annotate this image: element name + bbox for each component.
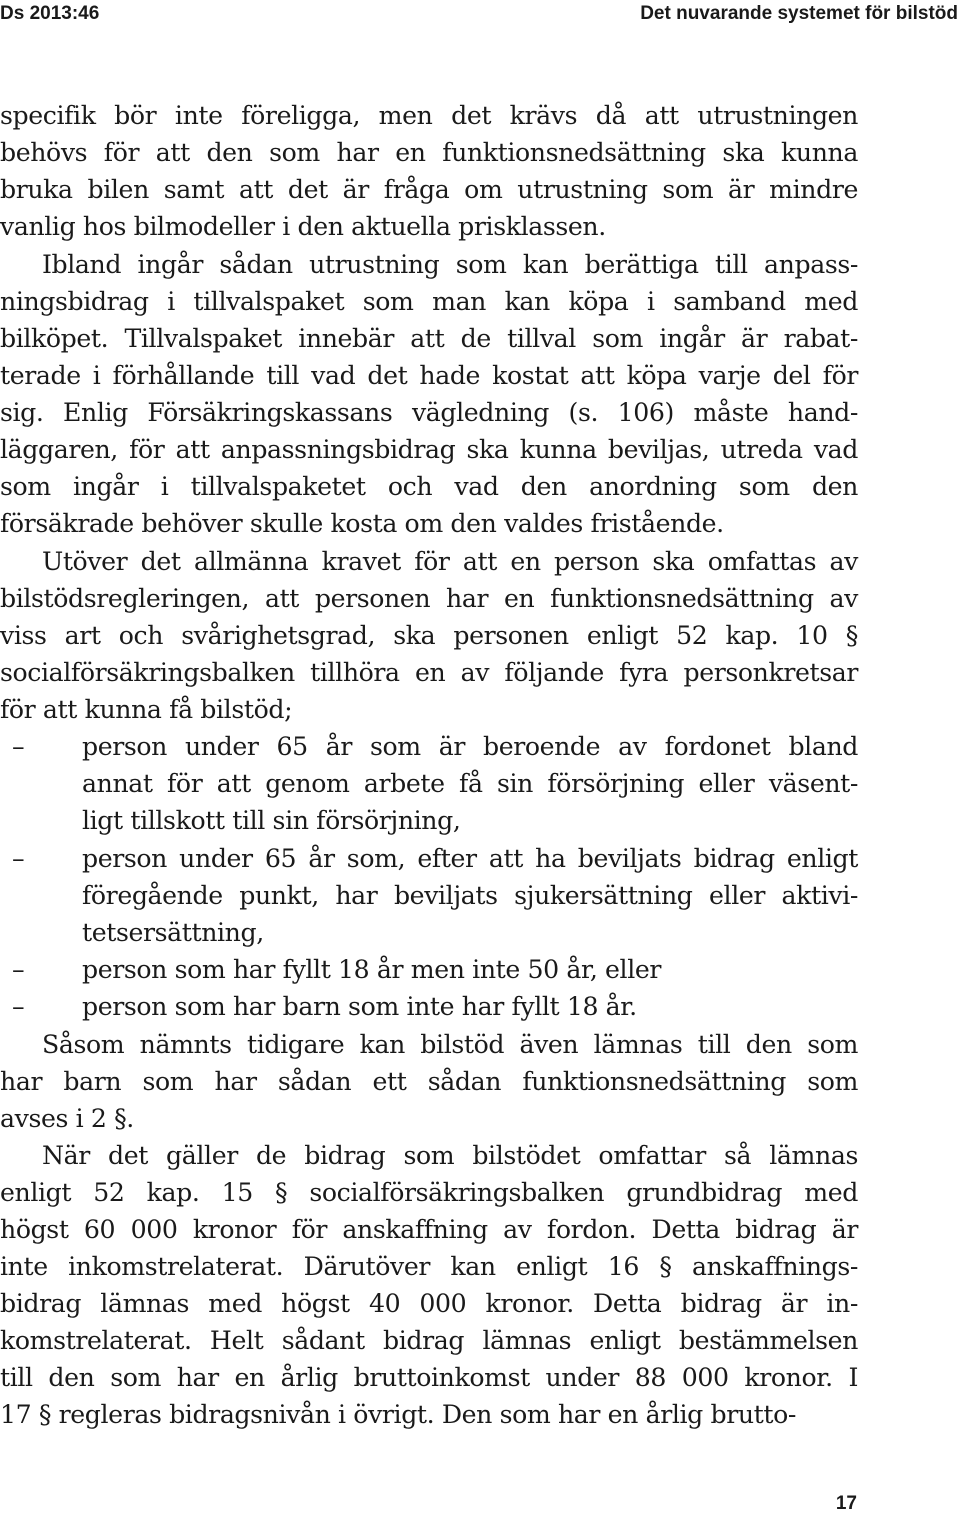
text-line: vanlig hos bilmodeller i den aktuella prisklassen. xyxy=(0,212,606,241)
list-item-text: person som har barn som inte har fyllt 18 år. xyxy=(82,992,637,1021)
text-line: inte inkomstrelaterat. Därutöver kan enligt 16 § anskaffnings- xyxy=(0,1252,858,1281)
text-line: högst 60 000 kronor för anskaffning av fordon. Detta bidrag är xyxy=(0,1215,858,1244)
text-line: ningsbidrag i tillvalspaket som man kan köpa i samband med xyxy=(0,287,858,316)
text-line: bilstödsregleringen, att personen har en funktionsnedsättning av xyxy=(0,584,858,613)
list-item xyxy=(0,989,858,1025)
text-line: föregående punkt, har beviljats sjukersättning eller aktivi- xyxy=(82,881,858,910)
dash-bullet: – xyxy=(12,844,25,873)
text-line: ligt tillskott till sin försörjning, xyxy=(82,806,461,835)
text-line: försäkrade behöver skulle kosta om den valdes fristående. xyxy=(0,509,724,538)
text-line: avses i 2 §. xyxy=(0,1104,134,1133)
text-line: till den som har en årlig bruttoinkomst under 88 000 kronor. I xyxy=(0,1363,858,1392)
running-header xyxy=(0,0,960,30)
text-line: specifik bör inte föreligga, men det krävs då att utrustningen xyxy=(0,101,858,130)
text-line: bilköpet. Tillvalspaket innebär att de tillval som ingår är rabat- xyxy=(0,324,858,353)
text-line: annat för att genom arbete få sin försörjning eller väsent- xyxy=(82,769,858,798)
chapter-title: Det nuvarande systemet för bilstöd xyxy=(640,3,958,24)
text-line: socialförsäkringsbalken tillhöra en av följande fyra personkretsar xyxy=(0,658,858,687)
text-line: för att kunna få bilstöd; xyxy=(0,695,293,724)
text-line: terade i förhållande till vad det hade kostat att köpa varje del för xyxy=(0,361,858,390)
text-line: komstrelaterat. Helt sådant bidrag lämnas enligt bestämmelsen xyxy=(0,1326,858,1355)
text-line: bruka bilen samt att det är fråga om utrustning som är mindre xyxy=(0,175,858,204)
list-item xyxy=(0,952,858,988)
text-line: Ibland ingår sådan utrustning som kan berättiga till anpass- xyxy=(42,250,858,279)
text-line: som ingår i tillvalspaketet och vad den anordning som den xyxy=(0,472,858,501)
dash-bullet: – xyxy=(12,955,25,984)
page-number: 17 xyxy=(835,1493,857,1514)
text-line: bidrag lämnas med högst 40 000 kronor. Detta bidrag är in- xyxy=(0,1289,858,1318)
list-item-text: person som har fyllt 18 år men inte 50 år, eller xyxy=(82,955,662,984)
text-line: sig. Enlig Försäkringskassans vägledning (s. 106) måste hand- xyxy=(0,398,858,427)
text-line: Utöver det allmänna kravet för att en person ska omfattas av xyxy=(42,547,858,576)
list-item-text: person under 65 år som, efter att ha beviljats bidrag enligt xyxy=(82,844,858,873)
text-line: läggaren, för att anpassningsbidrag ska kunna beviljas, utreda vad xyxy=(0,435,858,464)
list-item xyxy=(0,729,858,765)
text-line: enligt 52 kap. 15 § socialförsäkringsbalken grundbidrag med xyxy=(0,1178,858,1207)
text-line: När det gäller de bidrag som bilstödet omfattar så lämnas xyxy=(42,1141,858,1170)
dash-bullet: – xyxy=(12,732,25,761)
text-line: viss art och svårighetsgrad, ska personen enligt 52 kap. 10 § xyxy=(0,621,858,650)
document-id: Ds 2013:46 xyxy=(0,3,100,24)
text-line: 17 § regleras bidragsnivån i övrigt. Den som har en årlig brutto- xyxy=(0,1400,796,1429)
text-line: har barn som har sådan ett sådan funktionsnedsättning som xyxy=(0,1067,858,1096)
dash-bullet: – xyxy=(12,992,25,1021)
text-line: behövs för att den som har en funktionsnedsättning ska kunna xyxy=(0,138,858,167)
text-line: tetsersättning, xyxy=(82,918,264,947)
list-item xyxy=(0,841,858,877)
text-line: Såsom nämnts tidigare kan bilstöd även lämnas till den som xyxy=(42,1030,858,1059)
list-item-text: person under 65 år som är beroende av fordonet bland xyxy=(82,732,858,761)
